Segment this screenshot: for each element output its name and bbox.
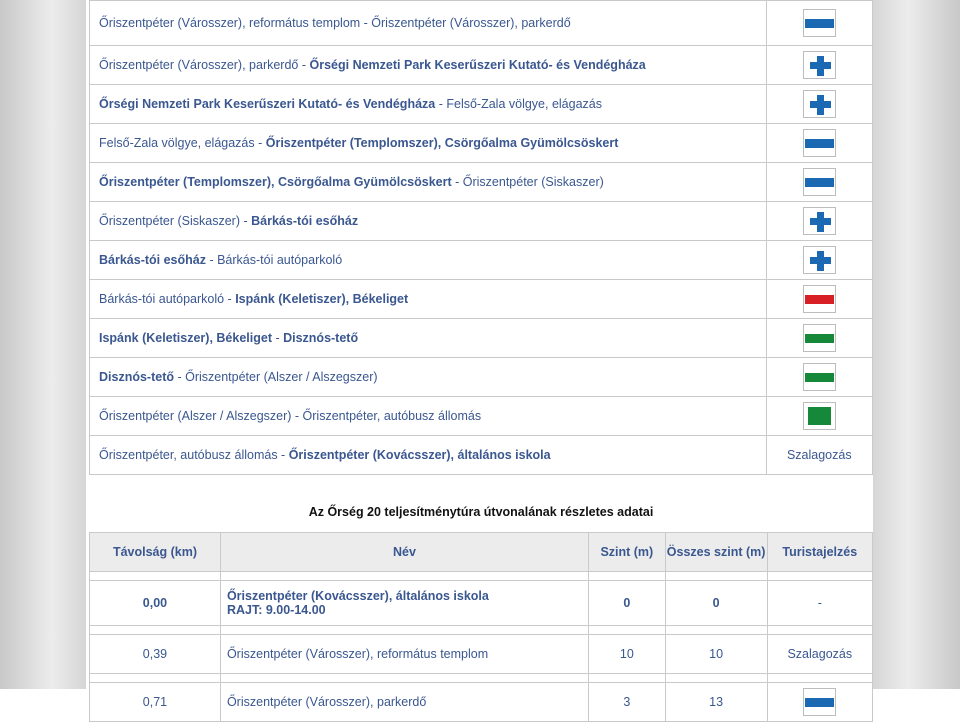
segment-text: Bárkás-tói autóparkoló - xyxy=(99,292,236,306)
segment-text: Disznós-tető xyxy=(99,370,174,384)
segment-row xyxy=(90,1,873,46)
segment-text: Felső-Zala völgye, elágazás - xyxy=(99,136,266,150)
green-square-marker-icon xyxy=(803,402,836,430)
segment-row xyxy=(90,436,873,475)
blue-stripe-marker-icon xyxy=(803,129,836,157)
level-cell: 0 xyxy=(589,581,666,626)
green-stripe-marker-icon xyxy=(803,363,836,391)
right-page-margin xyxy=(873,0,960,689)
segment-route-cell xyxy=(90,1,767,46)
segment-marker-cell xyxy=(766,241,872,280)
header-name: Név xyxy=(220,533,588,572)
segment-row xyxy=(90,280,873,319)
segment-route-cell xyxy=(90,397,767,436)
segment-text: Őriszentpéter (Siskaszer) - xyxy=(99,214,252,228)
segment-text: - Őriszentpéter (Alszer / Alszegszer) xyxy=(174,370,378,384)
marking-cell xyxy=(767,683,872,722)
segment-row xyxy=(90,124,873,163)
segment-text: - Bárkás-tói autóparkoló xyxy=(205,253,343,267)
segment-text: Őriszentpéter (Templomszer), Csörgőalma Gyümölcsöskert xyxy=(265,136,619,150)
green-stripe-marker-icon xyxy=(803,324,836,352)
station-name: Őriszentpéter (Kovácsszer), általános iskola xyxy=(226,589,489,603)
segment-text: Őrségi Nemzeti Park Keserűszeri Kutató- és Vendégháza xyxy=(99,97,436,111)
segment-route-cell xyxy=(90,358,767,397)
distance-cell: 0,39 xyxy=(90,635,221,674)
segment-row xyxy=(90,241,873,280)
blue-stripe-marker-icon xyxy=(803,168,836,196)
segment-route-cell xyxy=(90,124,767,163)
segment-text: - xyxy=(271,331,284,345)
blue-stripe-marker-icon xyxy=(803,9,836,37)
segment-marker-cell xyxy=(766,280,872,319)
segment-route-cell xyxy=(90,319,767,358)
total-level-cell: 10 xyxy=(665,635,767,674)
total-level-cell: 0 xyxy=(665,581,767,626)
marking-text: Szalagozás xyxy=(786,448,852,462)
segment-marker-cell xyxy=(766,397,872,436)
segment-row xyxy=(90,319,873,358)
blue-cross-marker-icon xyxy=(803,246,836,274)
table-row xyxy=(90,683,873,722)
segment-marker-cell xyxy=(766,124,872,163)
header-level: Szint (m) xyxy=(589,533,666,572)
header-marking: Turistajelzés xyxy=(767,533,872,572)
segment-route-cell xyxy=(90,202,767,241)
segment-marker-cell xyxy=(766,436,872,475)
table-row xyxy=(90,635,873,674)
segment-marker-cell xyxy=(766,358,872,397)
segment-marker-cell xyxy=(766,163,872,202)
level-cell: 3 xyxy=(589,683,666,722)
blue-cross-marker-icon xyxy=(803,51,836,79)
segment-marker-cell xyxy=(766,46,872,85)
blue-cross-marker-icon xyxy=(803,207,836,235)
segment-text: Őrségi Nemzeti Park Keserűszeri Kutató- és Vendégháza xyxy=(309,58,646,72)
level-cell: 10 xyxy=(589,635,666,674)
segment-marker-cell xyxy=(766,202,872,241)
name-cell: Őriszentpéter (Városszer), parkerdő xyxy=(220,683,588,722)
name-cell xyxy=(220,581,588,626)
segment-row xyxy=(90,46,873,85)
segment-row xyxy=(90,85,873,124)
segment-route-cell xyxy=(90,85,767,124)
segment-marker-cell xyxy=(766,85,872,124)
route-segments-table xyxy=(89,0,873,475)
total-level-cell: 13 xyxy=(665,683,767,722)
table-row xyxy=(90,581,873,626)
segment-row xyxy=(90,397,873,436)
segment-text: - Felső-Zala völgye, elágazás xyxy=(435,97,602,111)
segment-row xyxy=(90,202,873,241)
start-time: RAJT: 9.00-14.00 xyxy=(226,603,326,617)
segment-route-cell xyxy=(90,436,767,475)
segment-text: Őriszentpéter (Templomszer), Csörgőalma Gyümölcsöskert xyxy=(99,175,452,189)
marking-cell: Szalagozás xyxy=(767,635,872,674)
header-total-level: Összes szint (m) xyxy=(665,533,767,572)
segment-text: Bárkás-tói esőház xyxy=(99,253,206,267)
header-distance: Távolság (km) xyxy=(90,533,221,572)
red-stripe-marker-icon xyxy=(803,285,836,313)
segment-text: Őriszentpéter (Kovácsszer), általános iskola xyxy=(288,448,551,462)
segment-row xyxy=(90,163,873,202)
table-caption: Az Őrség 20 teljesítménytúra útvonalának részletes adatai xyxy=(308,505,654,519)
segment-text: Őriszentpéter, autóbusz állomás - xyxy=(99,448,289,462)
segment-text: - Őriszentpéter (Siskaszer) xyxy=(451,175,604,189)
blue-stripe-marker-icon xyxy=(803,688,836,716)
segment-text: Őriszentpéter (Városszer), parkerdő - xyxy=(99,58,310,72)
marking-cell: - xyxy=(767,581,872,626)
segment-text: Őriszentpéter (Városszer), református templom - xyxy=(99,16,372,30)
segment-text: Disznós-tető xyxy=(283,331,359,345)
segment-text: Őriszentpéter (Városszer), parkerdő xyxy=(371,16,571,30)
name-cell: Őriszentpéter (Városszer), református templom xyxy=(220,635,588,674)
segment-marker-cell xyxy=(766,1,872,46)
left-page-margin xyxy=(0,0,86,689)
segment-row xyxy=(90,358,873,397)
segment-text: Bárkás-tói esőház xyxy=(251,214,359,228)
segment-route-cell xyxy=(90,46,767,85)
distance-cell: 0,00 xyxy=(90,581,221,626)
distance-cell: 0,71 xyxy=(90,683,221,722)
blue-cross-marker-icon xyxy=(803,90,836,118)
segment-route-cell xyxy=(90,280,767,319)
segment-text: Ispánk (Keletiszer), Békeliget xyxy=(235,292,409,306)
segment-marker-cell xyxy=(766,319,872,358)
route-details-table xyxy=(89,532,873,722)
segment-route-cell xyxy=(90,241,767,280)
segment-route-cell xyxy=(90,163,767,202)
segment-text: Ispánk (Keletiszer), Békeliget xyxy=(99,331,272,345)
segment-text: Őriszentpéter (Alszer / Alszegszer) - Őriszentpéter, autóbusz állomás xyxy=(99,409,482,423)
